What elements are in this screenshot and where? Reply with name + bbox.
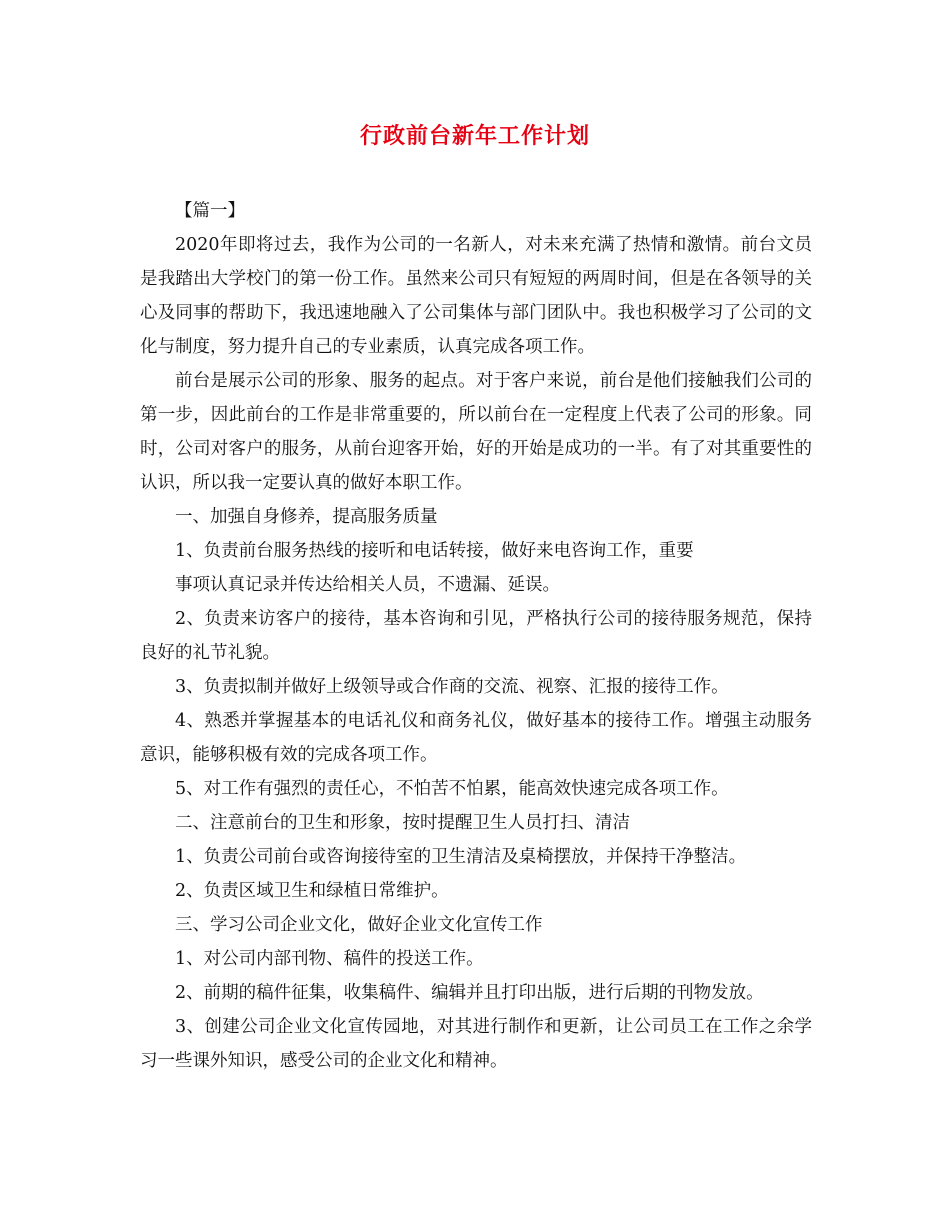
- list-item: 2、负责来访客户的接待，基本咨询和引见，严格执行公司的接待服务规范，保持良好的礼节礼貌。: [140, 609, 812, 663]
- section-label: 【篇一】: [175, 201, 245, 221]
- list-item: 2、负责区域卫生和绿植日常维护。: [175, 881, 449, 901]
- list-item: 4、熟悉并掌握基本的电话礼仪和商务礼仪，做好基本的接待工作。增强主动服务意识，能够积极有效的完成各项工作。: [140, 711, 812, 765]
- list-item-continuation: 事项认真记录并传达给相关人员，不遗漏、延误。: [175, 575, 560, 595]
- list-item: 1、对公司内部刊物、稿件的投送工作。: [175, 949, 484, 969]
- list-item: 2、前期的稿件征集，收集稿件、编辑并且打印出版，进行后期的刊物发放。: [175, 983, 764, 1003]
- list-item: 1、负责公司前台或咨询接待室的卫生清洁及桌椅摆放，并保持干净整洁。: [175, 847, 747, 867]
- paragraph: 2020年即将过去，我作为公司的一名新人，对未来充满了热情和激情。前台文员是我踏出大学校门的第一份工作。虽然来公司只有短短的两周时间，但是在各领导的关心及同事的帮助下，我迅速地融入了公司集体与部门团队中。我也积极学习了公司的文化与制度，努力提升自己的专业素质，认真完成各项工作。: [140, 235, 812, 357]
- list-item: 1、负责前台服务热线的接听和电话转接，做好来电咨询工作，重要: [175, 541, 694, 561]
- list-item: 5、对工作有强烈的责任心，不怕苦不怕累，能高效快速完成各项工作。: [175, 779, 729, 799]
- document-title: 行政前台新年工作计划: [359, 123, 590, 149]
- list-item: 3、创建公司企业文化宣传园地，对其进行制作和更新，让公司员工在工作之余学习一些课外知识，感受公司的企业文化和精神。: [140, 1017, 812, 1071]
- list-item: 3、负责拟制并做好上级领导或合作商的交流、视察、汇报的接待工作。: [175, 677, 729, 697]
- section-heading: 二、注意前台的卫生和形象，按时提醒卫生人员打扫、清洁: [175, 813, 630, 833]
- section-heading: 三、学习公司企业文化，做好企业文化宣传工作: [175, 915, 543, 935]
- section-heading: 一、加强自身修养，提高服务质量: [175, 507, 438, 527]
- document-body: [140, 194, 812, 1078]
- paragraph: 前台是展示公司的形象、服务的起点。对于客户来说，前台是他们接触我们公司的第一步，因此前台的工作是非常重要的，所以前台在一定程度上代表了公司的形象。同时，公司对客户的服务，从前台迎客开始，好的开始是成功的一半。有了对其重要性的认识，所以我一定要认真的做好本职工作。: [140, 371, 812, 493]
